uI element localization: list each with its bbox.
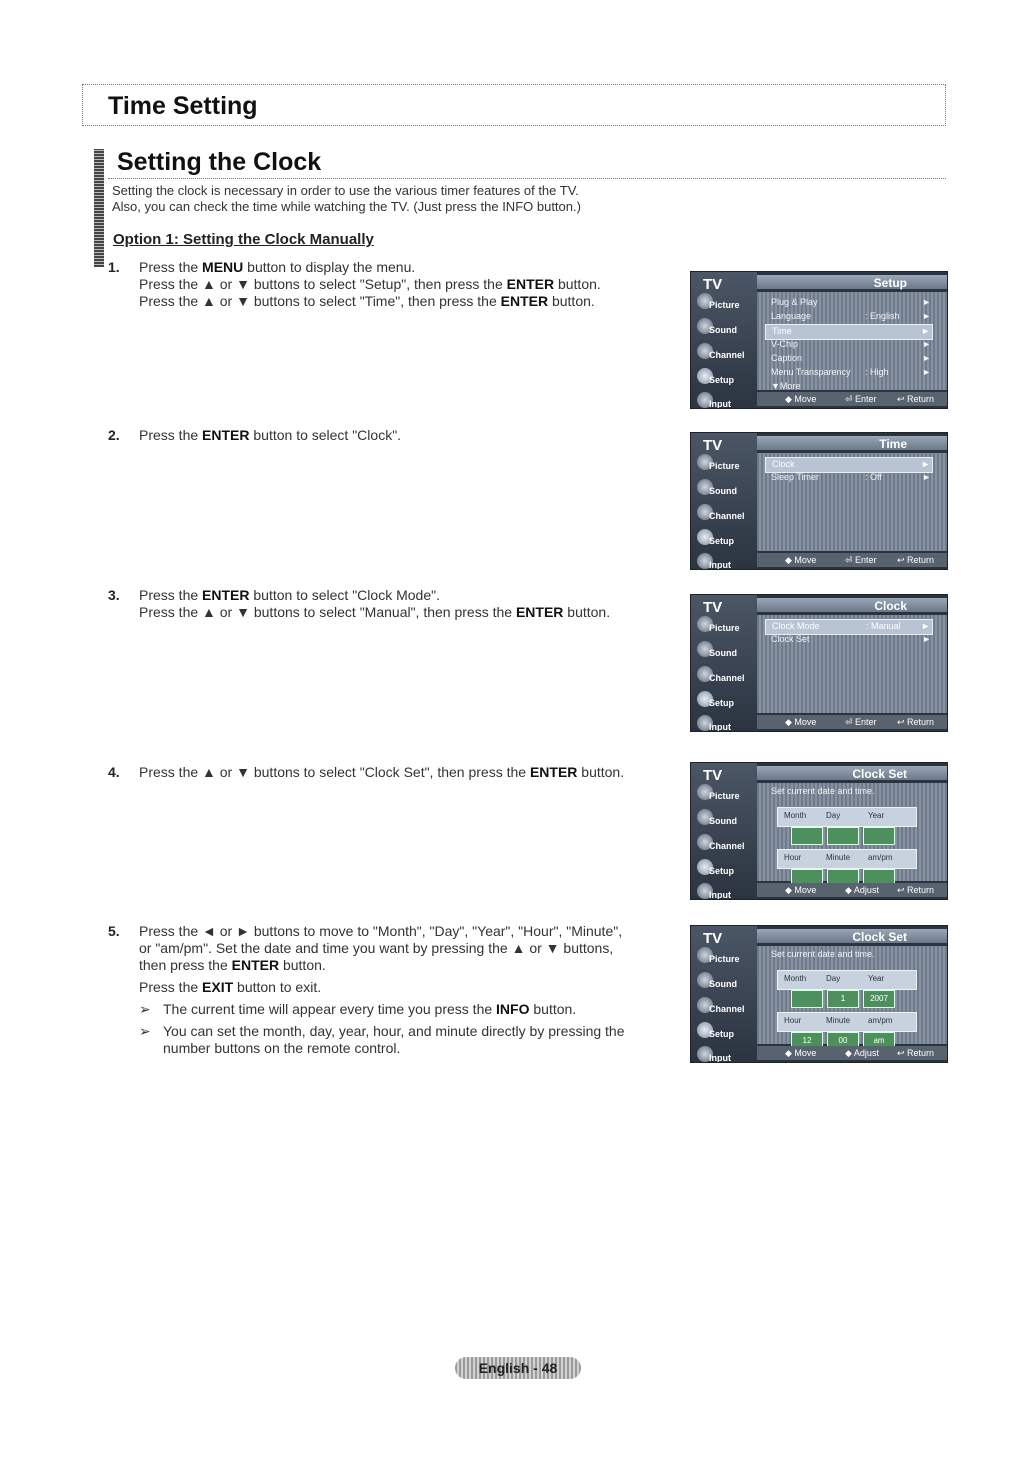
- menu-row: Language : English ►: [771, 311, 931, 321]
- menu-title: Clock Set: [852, 767, 907, 781]
- clock-set-field: 1: [827, 990, 859, 1008]
- menu-title: Clock Set: [852, 930, 907, 944]
- menu-row: Time ►: [765, 324, 933, 340]
- tv-screen-clock: [690, 594, 948, 732]
- menu-row: Clock Mode : Manual ►: [765, 619, 933, 635]
- section-divider: [108, 178, 946, 179]
- menu-footer: ◆ Move ⏎ Enter ↩ Return: [757, 553, 947, 567]
- clock-set-header: Hour Minute am/pm: [777, 849, 917, 869]
- tv-side-item: Setup: [697, 690, 753, 714]
- clock-set-field: 2007: [863, 990, 895, 1008]
- tv-side-item: Channel: [697, 342, 753, 366]
- menu-prompt: Set current date and time.: [771, 949, 875, 959]
- intro-line: Also, you can check the time while watching the TV. (Just press the INFO button.): [112, 199, 581, 214]
- arrow-right-icon: ►: [922, 339, 931, 349]
- tv-label: TV: [703, 599, 723, 616]
- step-number: 5.: [108, 923, 120, 939]
- step-line: Press the MENU button to display the menu.: [139, 259, 416, 275]
- clock-set-header: Month Day Year: [777, 970, 917, 990]
- tv-side-item: Channel: [697, 503, 753, 527]
- clock-set-field: [863, 827, 895, 845]
- menu-row: Plug & Play ►: [771, 297, 931, 307]
- clock-set-field: [827, 827, 859, 845]
- step-number: 2.: [108, 427, 120, 443]
- arrow-right-icon: ►: [922, 353, 931, 363]
- clock-set-field: am: [863, 1032, 895, 1050]
- menu-title-bar: [757, 766, 947, 780]
- tv-side-item: Setup: [697, 858, 753, 882]
- step-line: then press the ENTER button.: [139, 957, 326, 973]
- menu-title-bar: [757, 436, 947, 450]
- clock-set-header: Month Day Year: [777, 807, 917, 827]
- note-arrow-icon: ➢: [139, 1023, 151, 1039]
- tv-side-item: Sound: [697, 808, 753, 832]
- step-line: Press the ENTER button to select "Clock Mode".: [139, 587, 440, 603]
- menu-title-bar: [757, 275, 947, 289]
- menu-footer: ◆ Move ⏎ Enter ↩ Return: [757, 715, 947, 729]
- intro-line: Setting the clock is necessary in order to use the various timer features of the TV.: [112, 183, 579, 198]
- step-line: Press the EXIT button to exit.: [139, 979, 322, 995]
- step-line: Press the ▲ or ▼ buttons to select "Clock Set", then press the ENTER button.: [139, 764, 625, 780]
- tv-side-item: Input: [697, 882, 753, 900]
- tv-side-item: Sound: [697, 640, 753, 664]
- menu-row: Sleep Timer : Off ►: [771, 472, 931, 482]
- tv-side-item: Sound: [697, 478, 753, 502]
- menu-footer: ◆ Move ◆ Adjust ↩ Return: [757, 883, 947, 897]
- menu-row: Menu Transparency : High ►: [771, 367, 931, 377]
- menu-row: Caption ►: [771, 353, 931, 363]
- step-number: 1.: [108, 259, 120, 275]
- note-item: ➢ The current time will appear every time you press the INFO button.: [139, 1001, 577, 1017]
- arrow-right-icon: ►: [921, 621, 930, 631]
- arrow-right-icon: ►: [921, 459, 930, 469]
- menu-title-bar: [757, 929, 947, 943]
- menu-title-bar: [757, 598, 947, 612]
- clock-set-field: 12: [791, 1032, 823, 1050]
- page-number: English - 48: [455, 1357, 581, 1379]
- clock-set-header: Hour Minute am/pm: [777, 1012, 917, 1032]
- tv-side-item: Channel: [697, 833, 753, 857]
- note-item: ➢ You can set the month, day, year, hour, and minute directly by pressing the number buttons on the remote control.: [139, 1023, 625, 1056]
- section-marker-bar: [94, 149, 104, 267]
- menu-row: ▼More: [771, 381, 801, 391]
- menu-panel: [757, 946, 947, 1044]
- tv-side-item: Channel: [697, 665, 753, 689]
- step-line: Press the ENTER button to select "Clock".: [139, 427, 402, 443]
- tv-side-item: Sound: [697, 317, 753, 341]
- step-line: Press the ▲ or ▼ buttons to select "Setup", then press the ENTER button.: [139, 276, 601, 292]
- menu-row: Clock ►: [765, 457, 933, 473]
- note-arrow-icon: ➢: [139, 1001, 151, 1017]
- step-number: 4.: [108, 764, 120, 780]
- tv-screen-time: [690, 432, 948, 570]
- tv-side-item: Channel: [697, 996, 753, 1020]
- menu-title: Clock: [874, 599, 907, 613]
- menu-footer: ◆ Move ⏎ Enter ↩ Return: [757, 392, 947, 406]
- option-heading: Option 1: Setting the Clock Manually: [113, 231, 374, 248]
- menu-panel: [757, 615, 947, 713]
- intro-paragraph: [112, 183, 712, 215]
- tv-label: TV: [703, 930, 723, 947]
- menu-title: Time: [879, 437, 907, 451]
- step-line: Press the ▲ or ▼ buttons to select "Time", then press the ENTER button.: [139, 293, 595, 309]
- tv-label: TV: [703, 437, 723, 454]
- tv-side-item: Picture: [697, 453, 753, 477]
- tv-side-item: Setup: [697, 528, 753, 552]
- page-header-title: Time Setting: [108, 92, 258, 120]
- tv-side-item: Input: [697, 391, 753, 409]
- section-title: Setting the Clock: [117, 148, 322, 176]
- arrow-right-icon: ►: [922, 634, 931, 644]
- tv-side-item: Sound: [697, 971, 753, 995]
- tv-side-item: Setup: [697, 1021, 753, 1045]
- menu-title: Setup: [873, 276, 907, 290]
- clock-set-field: 00: [827, 1032, 859, 1050]
- menu-panel: [757, 292, 947, 390]
- arrow-right-icon: ►: [922, 311, 931, 321]
- clock-set-field: [791, 990, 823, 1008]
- tv-side-item: Picture: [697, 783, 753, 807]
- tv-side-item: Setup: [697, 367, 753, 391]
- arrow-right-icon: ►: [922, 367, 931, 377]
- tv-label: TV: [703, 767, 723, 784]
- tv-side-item: Input: [697, 1045, 753, 1063]
- menu-footer: ◆ Move ◆ Adjust ↩ Return: [757, 1046, 947, 1060]
- step-line: Press the ◄ or ► buttons to move to "Month", "Day", "Year", "Hour", "Minute",: [139, 923, 623, 939]
- tv-side-item: Picture: [697, 292, 753, 316]
- tv-screen-clockset-2: [690, 925, 948, 1063]
- arrow-right-icon: ►: [922, 472, 931, 482]
- tv-screen-clockset-1: [690, 762, 948, 900]
- step-line: or "am/pm". Set the date and time you want by pressing the ▲ or ▼ buttons,: [139, 940, 614, 956]
- menu-row: Clock Set ►: [771, 634, 931, 644]
- menu-panel: [757, 783, 947, 881]
- arrow-right-icon: ►: [922, 297, 931, 307]
- tv-label: TV: [703, 276, 723, 293]
- step-line: Press the ▲ or ▼ buttons to select "Manual", then press the ENTER button.: [139, 604, 611, 620]
- clock-set-field: [791, 827, 823, 845]
- arrow-right-icon: ►: [921, 326, 930, 336]
- tv-side-item: Input: [697, 552, 753, 570]
- tv-screen-setup: [690, 271, 948, 409]
- step-number: 3.: [108, 587, 120, 603]
- menu-panel: [757, 453, 947, 551]
- menu-prompt: Set current date and time.: [771, 786, 875, 796]
- tv-side-item: Picture: [697, 946, 753, 970]
- tv-side-item: Input: [697, 714, 753, 732]
- menu-row: V-Chip ►: [771, 339, 931, 349]
- tv-side-item: Picture: [697, 615, 753, 639]
